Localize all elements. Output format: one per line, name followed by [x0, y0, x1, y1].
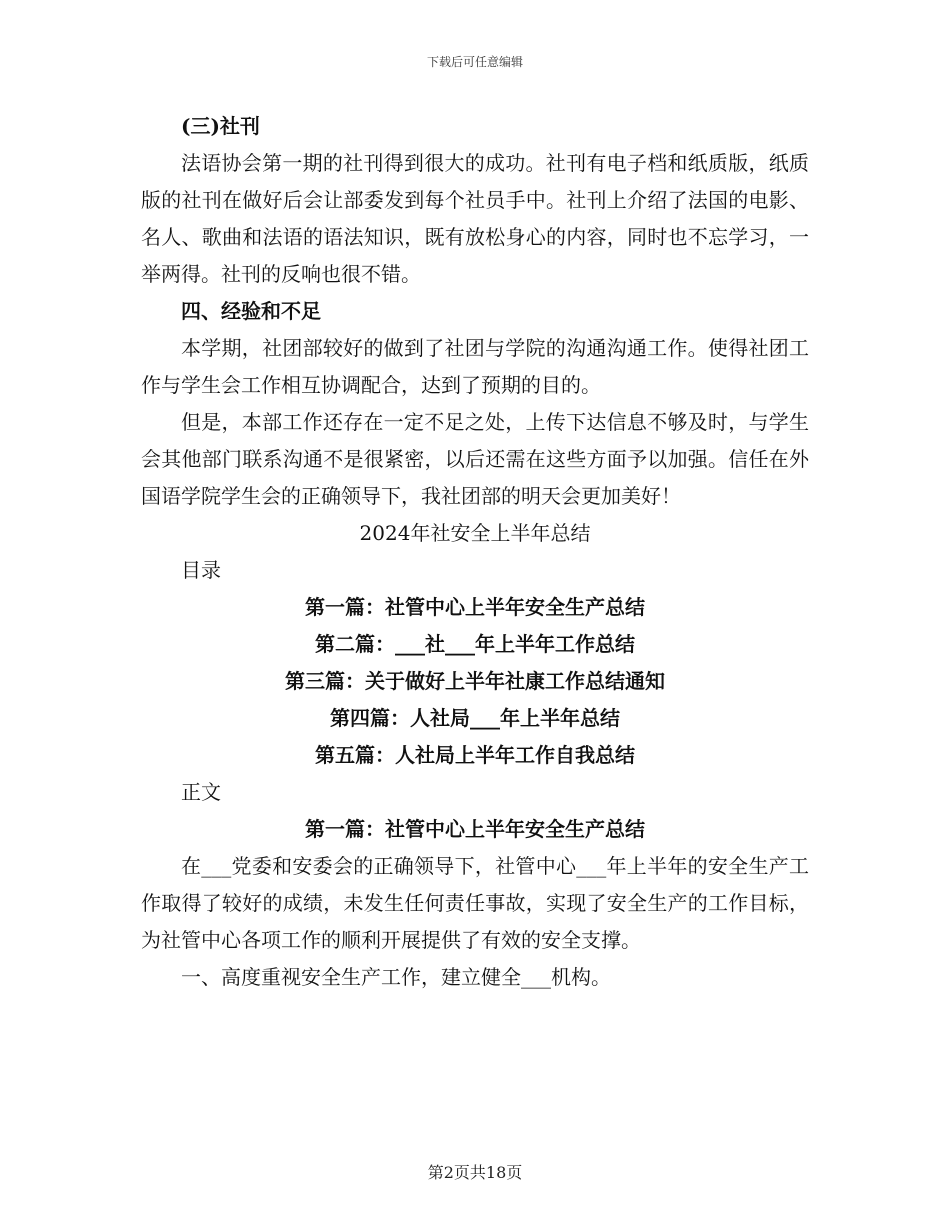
section-heading-journal: (三)社刊	[181, 114, 260, 138]
page-header: 下载后可任意编辑	[426, 55, 523, 69]
paragraph-journal: 法语协会第一期的社刊得到很大的成功。社刊有电子档和纸质版，纸质版的社刊在做好后会让部委发到每个社员手中。社刊上介绍了法国的电影、名人、歌曲和法语的语法知识，既有放松身心的内容，同时也不忘学习，一举两得。社刊的反响也很不错。	[141, 151, 809, 286]
document-title: 2024年社安全上半年总结	[359, 521, 591, 545]
page-footer: 第2页共18页	[427, 1163, 523, 1182]
toc-item: 第五篇：人社局上半年工作自我总结	[315, 743, 635, 767]
section-heading-experience: 四、经验和不足	[181, 299, 321, 323]
paragraph-experience-2: 但是，本部工作还存在一定不足之处，上传下达信息不够及时，与学生会其他部门联系沟通不是很紧密，以后还需在这些方面予以加强。信任在外国语学院学生会的正确领导下，我社团部的明天会更加美好！	[141, 410, 809, 508]
body-label: 正文	[181, 780, 221, 804]
toc-item: 第三篇：关于做好上半年社康工作总结通知	[285, 669, 665, 693]
toc-item: 第四篇：人社局___年上半年总结	[330, 706, 620, 730]
chapter-title: 第一篇：社管中心上半年安全生产总结	[305, 817, 645, 841]
toc-item: 第一篇：社管中心上半年安全生产总结	[305, 595, 645, 619]
document-body	[141, 108, 809, 996]
chapter-point: 一、高度重视安全生产工作，建立健全___机构。	[181, 965, 611, 989]
paragraph-experience-1: 本学期，社团部较好的做到了社团与学院的沟通沟通工作。使得社团工作与学生会工作相互协调配合，达到了预期的目的。	[141, 336, 809, 397]
toc-label: 目录	[181, 558, 221, 582]
toc-item: 第二篇：___社___年上半年工作总结	[315, 632, 635, 656]
chapter-paragraph: 在___党委和安委会的正确领导下，社管中心___年上半年的安全生产工作取得了较好的成绩，未发生任何责任事故，实现了安全生产的工作目标，为社管中心各项工作的顺利开展提供了有效的安全支撑。	[141, 854, 809, 952]
